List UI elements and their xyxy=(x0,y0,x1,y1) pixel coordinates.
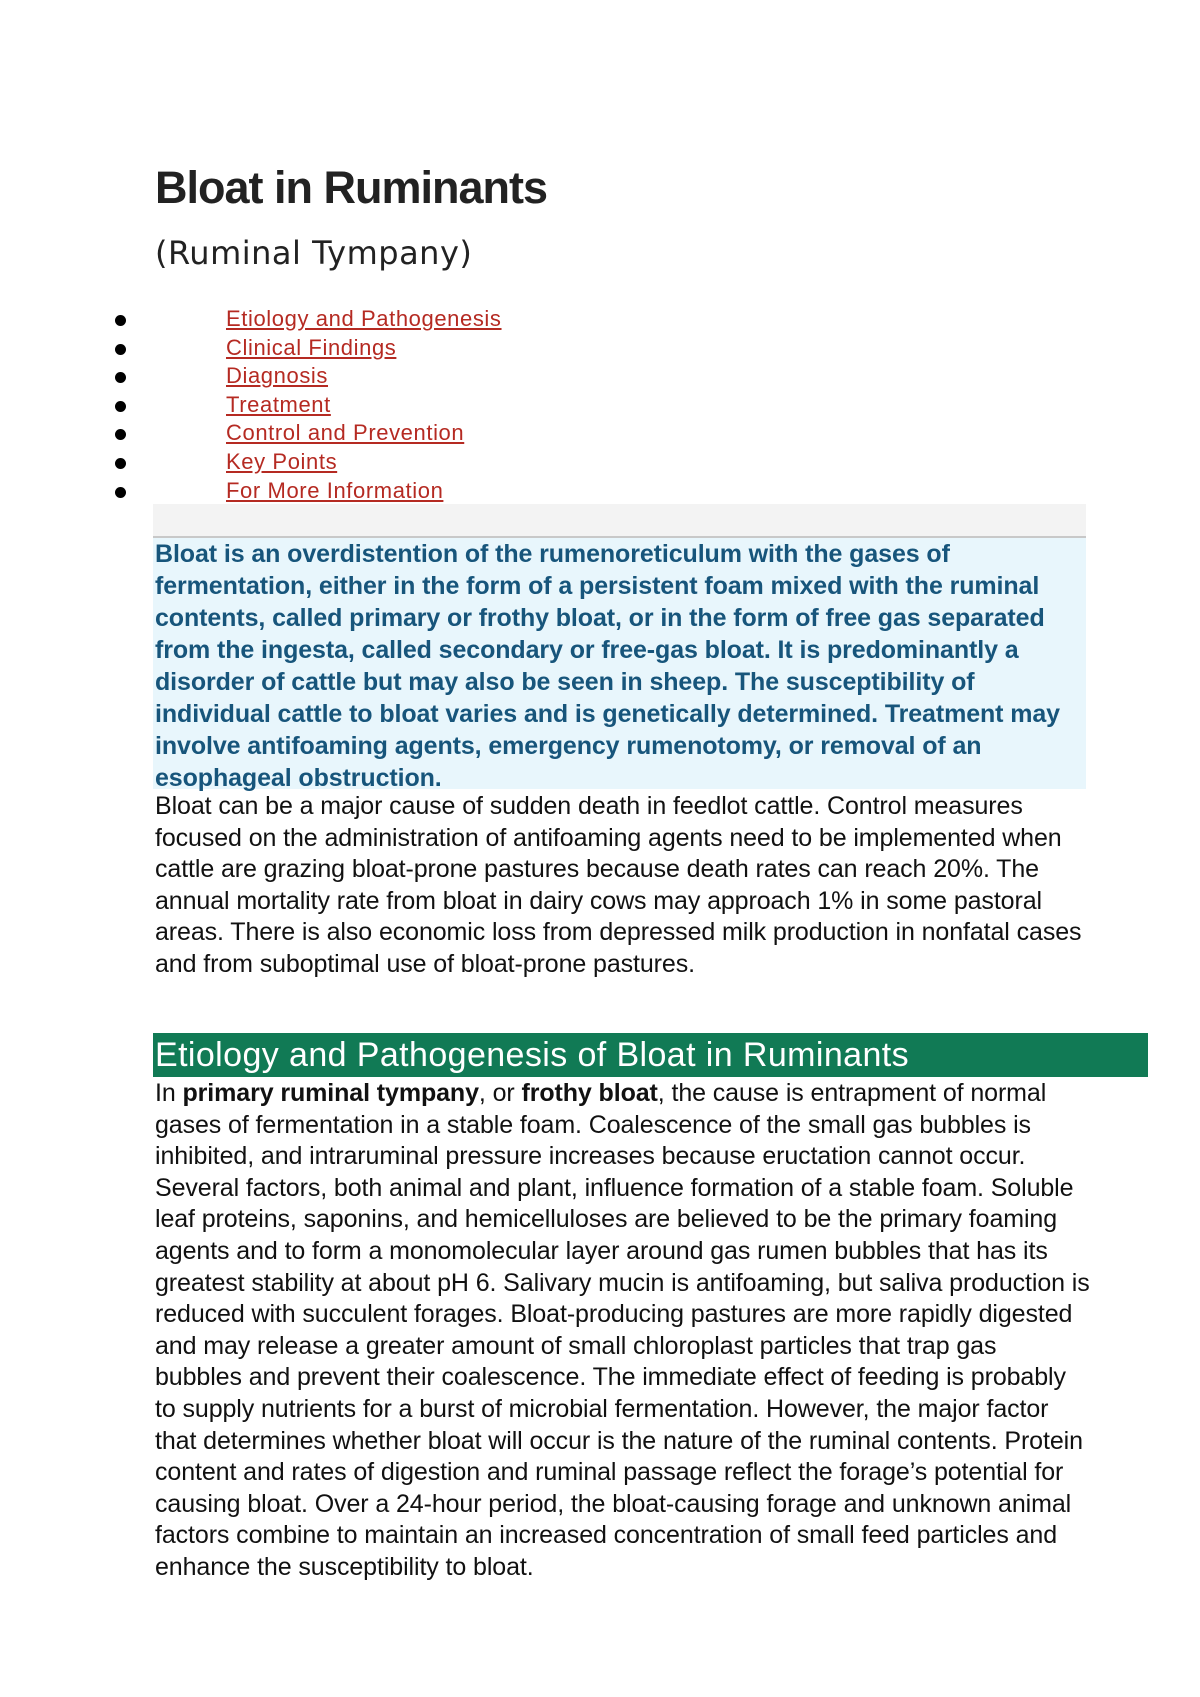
page-subtitle: (Ruminal Tympany) xyxy=(155,234,473,272)
toc-link-key-points[interactable]: Key Points xyxy=(226,448,338,474)
divider-bar xyxy=(153,504,1086,538)
intro-paragraph: Bloat can be a major cause of sudden death in feedlot cattle. Control measures focused on the administration of antifoaming agents need to be implemented when cattle are grazing bloat-prone pastures because death rates can reach 20%. The annual mortality rate from bloat in dairy cows may approach 1% in some pastoral areas. There is also economic loss from depressed milk production in nonfatal cases and from suboptimal use of bloat-prone pastures. xyxy=(155,792,1082,978)
etiology-body: , the cause is entrapment of normal gases of fermentation in a stable foam. Coalescence of the small gas bubbles is inhibited, and intraruminal pressure increases because eructation cannot occur. Several factors, both animal and plant, influence formation of a stable foam. Soluble leaf proteins, saponins, and hemicelluloses are believed to be the primary foaming agents and to form a monomolecular layer around gas rumen bubbles that has its greatest stability at about pH 6. Salivary mucin is antifoaming, but saliva production is reduced with succulent forages. Bloat-producing pastures are more rapidly digested and may release a greater amount of small chloroplast particles that trap gas bubbles and prevent their coalescence. The immediate effect of feeding is probably to supply nutrients for a burst of microbial fermentation. However, the major factor that determines whether bloat will occur is the nature of the ruminal contents. Protein content and rates of digestion and ruminal passage reflect the forage’s potential for causing bloat. Over a 24-hour period, the bloat-causing forage and unknown animal factors combine to maintain an increased concentration of small feed particles and enhance the susceptibility to bloat. xyxy=(155,1079,1090,1581)
section-heading-etiology: Etiology and Pathogenesis of Bloat in Ruminants xyxy=(153,1033,1148,1077)
term-frothy-bloat: frothy bloat xyxy=(521,1079,658,1107)
etiology-lead-in: In xyxy=(155,1079,183,1107)
page-title: Bloat in Ruminants xyxy=(155,162,548,213)
bullet-icon xyxy=(115,344,126,355)
toc-link-etiology[interactable]: Etiology and Pathogenesis xyxy=(226,306,502,331)
term-primary-ruminal-tympany: primary ruminal tympany xyxy=(182,1079,479,1107)
toc-link-control-prevention[interactable]: Control and Prevention xyxy=(226,420,465,446)
bullet-icon xyxy=(115,458,126,469)
etiology-joiner: , or xyxy=(478,1079,522,1107)
bullet-icon xyxy=(115,401,126,412)
bullet-icon xyxy=(115,429,126,440)
summary-text: Bloat is an overdistention of the rumenoreticulum with the gases of fermentation, either in the form of a persistent foam mixed with the ruminal contents, called primary or frothy bloat, or in the form of free gas separated from the ingesta, called secondary or free-gas bloat. It is predominantly a disorder of cattle but may also be seen in sheep. The susceptibility of individual cattle to bloat varies and is genetically determined. Treatment may involve antifoaming agents, emergency rumenotomy, or removal of an esophageal obstruction. xyxy=(155,540,1060,792)
bullet-icon xyxy=(115,315,126,326)
toc-link-treatment[interactable]: Treatment xyxy=(226,391,331,417)
toc-link-clinical-findings[interactable]: Clinical Findings xyxy=(226,334,397,360)
toc-link-more-information[interactable]: For More Information xyxy=(226,477,444,503)
bullet-icon xyxy=(115,372,126,383)
bullet-icon xyxy=(115,487,126,498)
summary-box xyxy=(153,538,1086,792)
toc-link-diagnosis[interactable]: Diagnosis xyxy=(226,363,329,389)
etiology-paragraph xyxy=(155,1078,1090,1584)
